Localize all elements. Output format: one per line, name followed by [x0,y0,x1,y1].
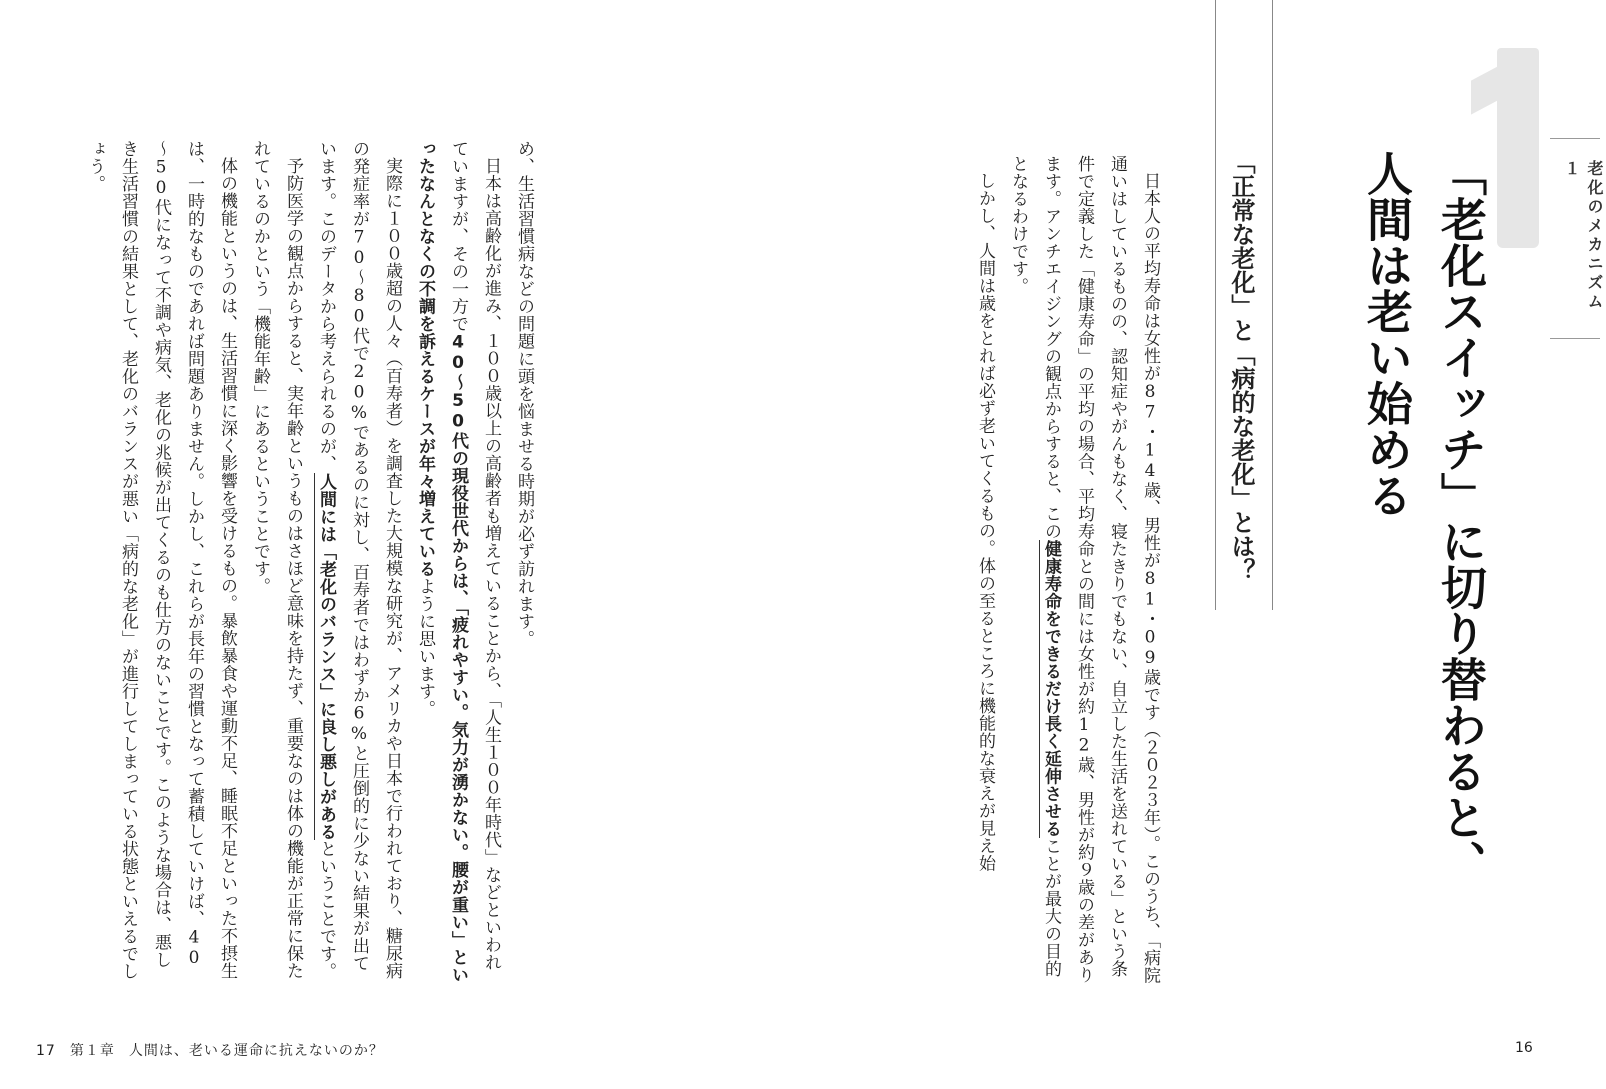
paragraph-text: 日本人の平均寿命は女性が87・14歳、男性が81・09歳です（２０２３年）。このうち、「病院通いはしているものの、認知症やがんもなく、寝たきりでもない、自立した生活を送れている」という条件で定義した「健康寿命」の平均の場合、平均寿命との間には女性が約12歳、男性が約９歳の差があります。アンチエイジングの観点からすると、この [1041,155,1160,984]
page-number-left: 17 [36,1043,56,1059]
paragraph [78,140,243,985]
chapter-number-graphic [1497,48,1539,248]
paragraph-text: 日本は高齢化が進み、１００歳以上の高齢者も増えていることから、「人生１００年時代」などといわれていますが、その一方で [448,140,501,971]
series-rule-bottom [1550,338,1600,339]
footer-chapter: 第１章 [69,1043,115,1059]
paragraph [309,140,408,985]
paragraph [968,155,1001,985]
section-title-line2: 人間は老い始める [1360,150,1414,518]
paragraph-text: ように思います。 [415,577,435,718]
running-footer [36,1040,398,1060]
paragraph [243,140,309,985]
paragraph-text: ということです。 [316,840,336,980]
paragraph-text: 実際に１００歳超の人々（百寿者）を調査した大規模な研究が、アメリカや日本で行われており、糖尿病の発症率が70～80代で20%であるのに対し、百寿者ではわずか6%と圧倒的に少ない結果が出ています。このデータから考えられるのが、 [316,140,402,980]
paragraph-text: 体の機能というのは、生活習慣に深く影響を受けるもの。暴飲暴食や運動不足、睡眠不足といった不摂生は、一時的なものであれば問題ありません。しかし、これらが長年の習慣となって蓄積していけば、40～50代になって不調や病気、老化の兆候が出てくるのも仕方のないことです。このような場合は、悪しき生活習慣の結果として、老化のバランスが悪い「病的な老化」が進行してしまっている状態といえるでしょう。 [85,140,237,980]
paragraph-text: め、生活習慣病などの問題に頭を悩ませる時期が必ず訪れます。 [514,140,534,648]
emphasis-text: 40～50代の現役世代からは、「疲れやすい。気力が湧かない。腰が重い」といったなんとなくの不調を訴えるケースが年々増えている [415,140,468,984]
paragraph [408,140,507,985]
emphasis-text: 人間には「老化のバランス」に良し悪しがある [316,472,336,840]
section-subtitle: 「正常な老化」と「病的な老化」とは？ [1227,150,1255,582]
paragraph [1001,155,1166,985]
section-title-line1: 「老化スイッチ」に切り替わると、 [1434,150,1488,886]
series-label: 老化のメカニズム１ [1562,160,1604,312]
paragraph-text: しかし、人間は歳をとれば必ず老いてくるもの。体の至るところに機能的な衰えが見え始 [975,172,995,872]
right-page-body [968,155,1166,985]
series-rule-top [1550,138,1600,139]
left-page-body [78,140,540,985]
page-number-right: 16 [1515,1040,1533,1056]
paragraph [507,140,540,985]
emphasis-text: 健康寿命をできるだけ長く延伸させる [1041,540,1061,838]
paragraph-text: 予防医学の観点からすると、実年齢というものはさほど意味を持たず、重要なのは体の機能が正常に保たれているのかという「機能年齢」にあるということです。 [250,140,303,980]
section-title [1350,150,1498,1000]
paragraph-text: ことが最大の目的となるわけです。 [1008,155,1061,978]
footer-title: 人間は、老いる運命に抗えないのか？ [128,1043,384,1059]
